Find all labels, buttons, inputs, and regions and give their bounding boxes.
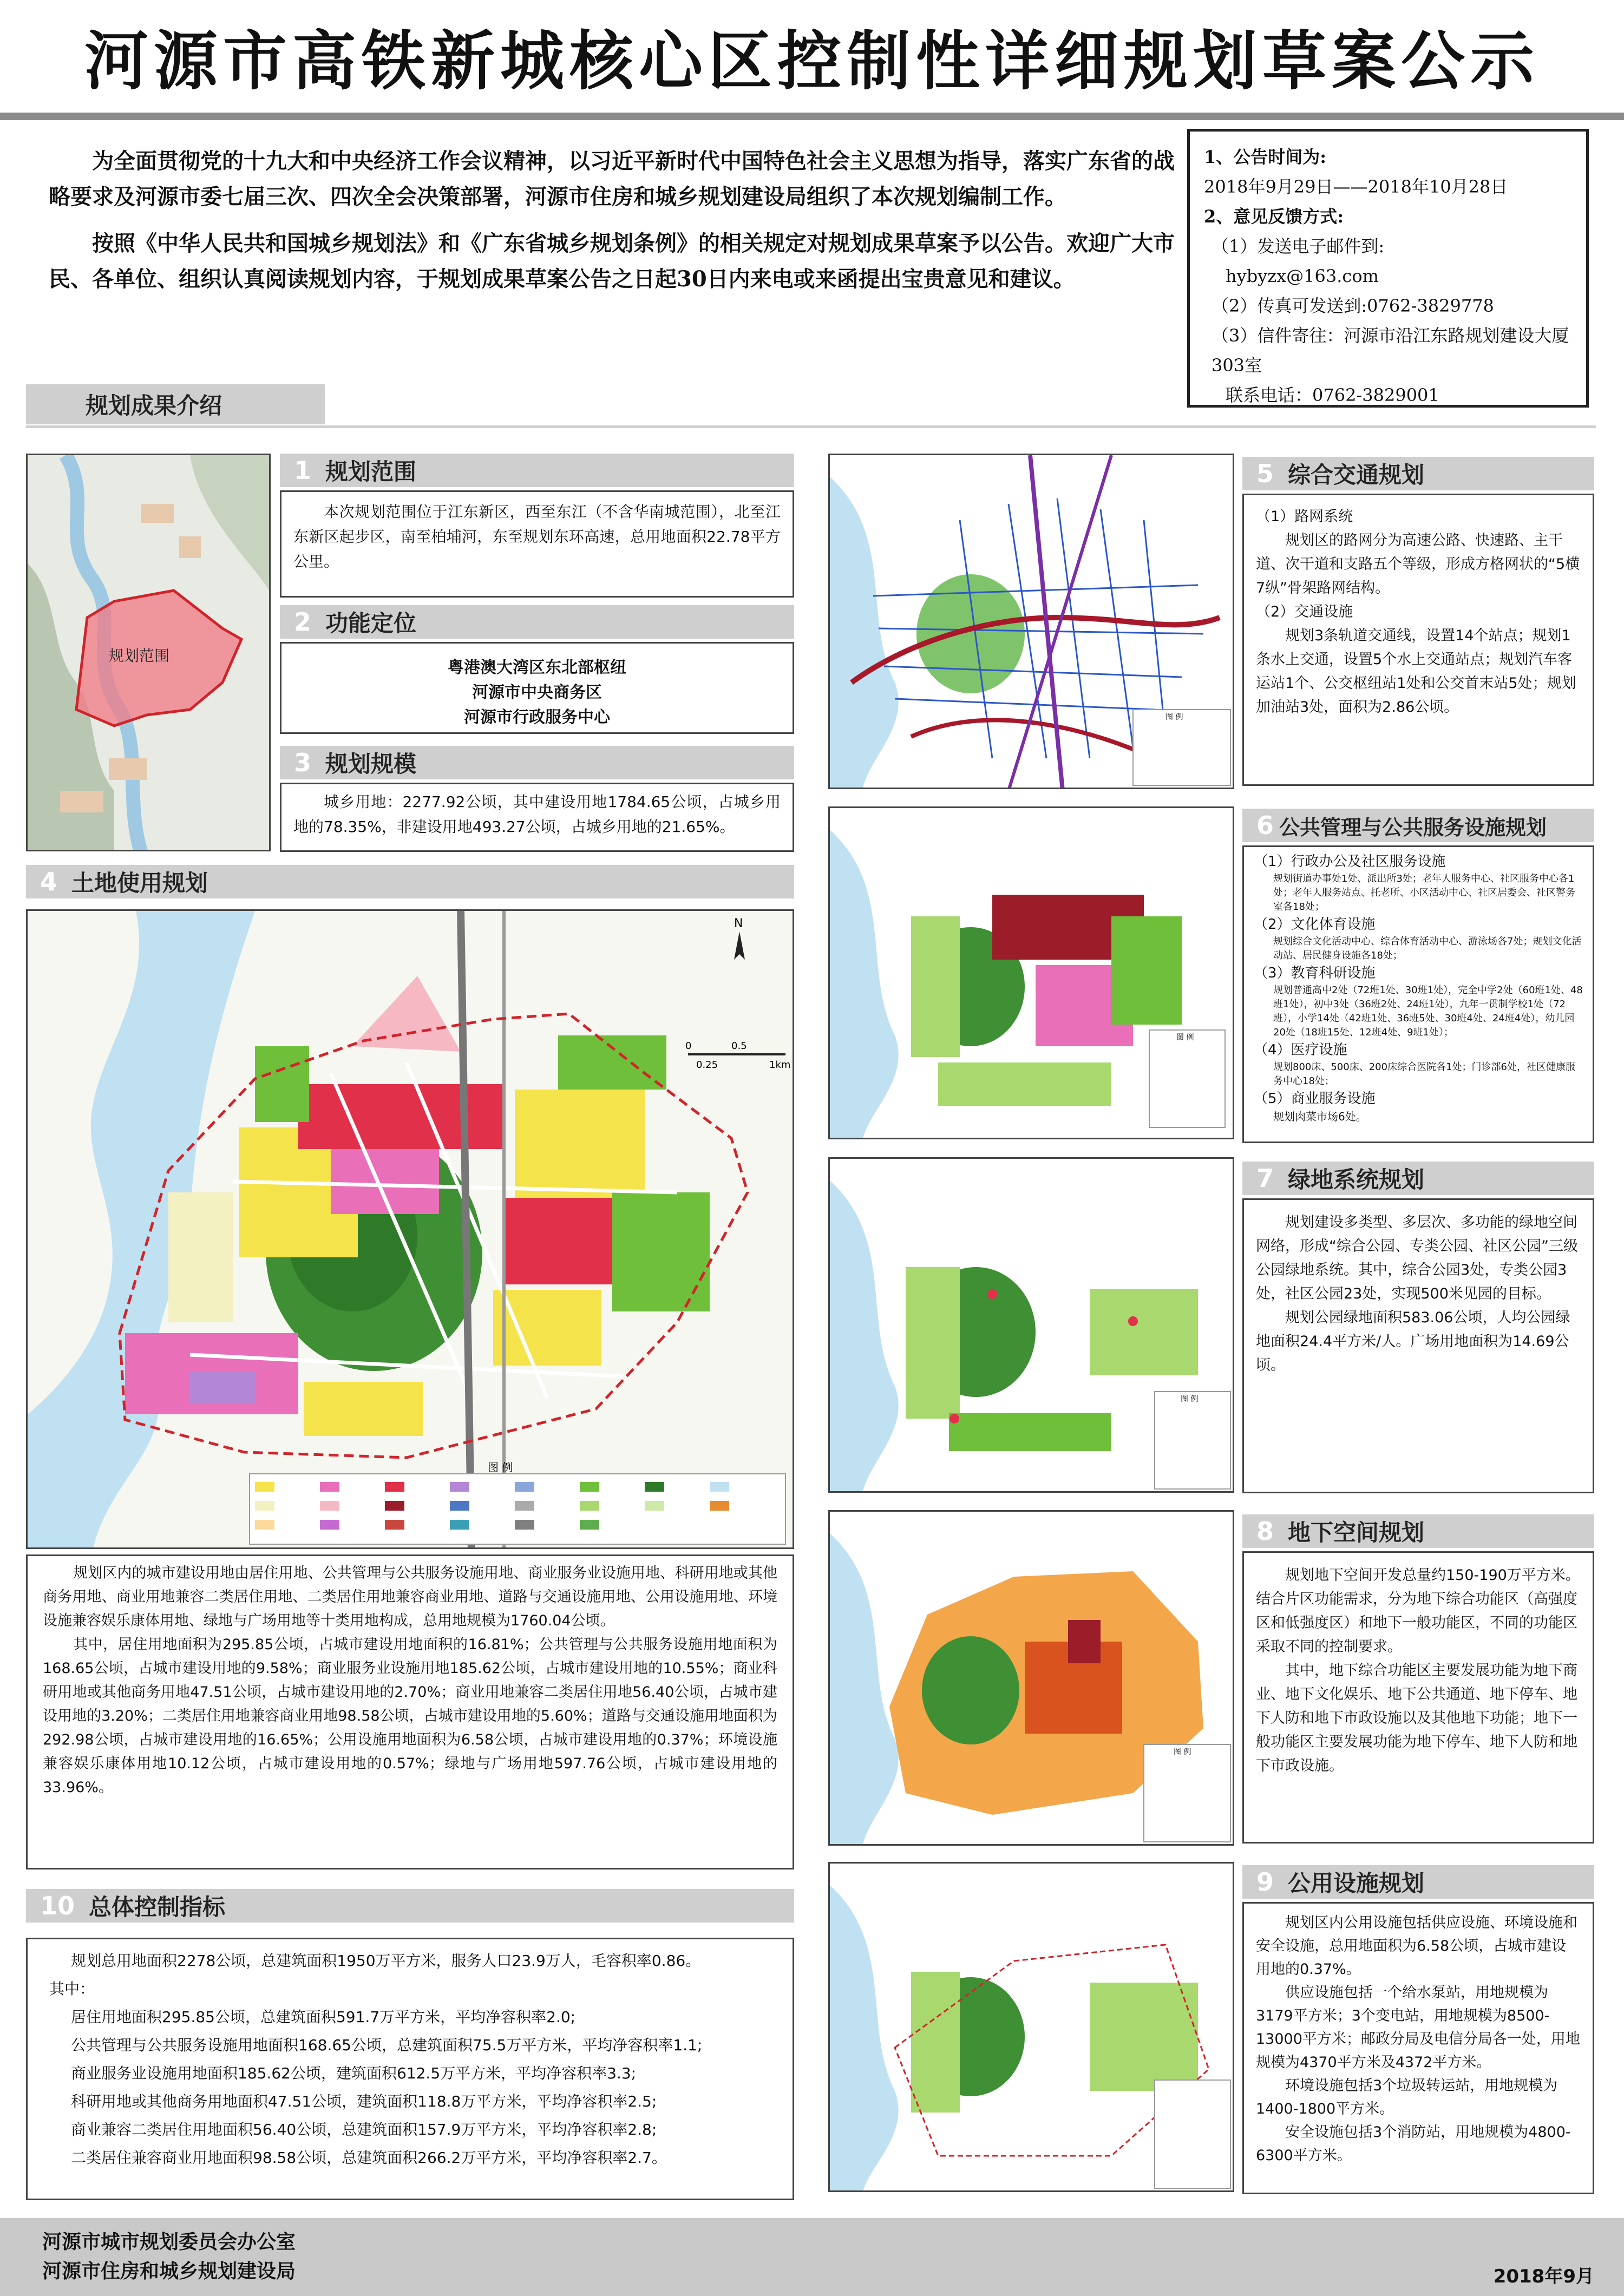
total-detail-heading: 其中：	[49, 1980, 95, 1998]
section-2-number: 2	[294, 607, 312, 637]
section-4-title: 土地使用规划	[71, 870, 208, 896]
total-residential: 居住用地面积295.85公顷，总建筑面积591.7万平方米，平均净容积率2.0;	[71, 2008, 576, 2026]
title-divider	[0, 113, 1624, 120]
section-7-panel	[1242, 1198, 1594, 1493]
section-3-title: 规划规模	[325, 751, 417, 777]
utilities-text-3: 环境设施包括3个垃圾转运站，用地规模为1400-1800平方米。	[1256, 2077, 1558, 2117]
transport-heading-2: （2）交通设施	[1256, 603, 1353, 620]
function-line-2: 河源市中央商务区	[472, 683, 602, 702]
scale-label-05: 0.5	[731, 1040, 747, 1052]
total-residential-commercial: 二类居住兼容商业用地面积98.58公顷，总建筑面积266.2万平方米，平均净容积率2.7。	[71, 2149, 667, 2167]
section-3-panel	[280, 783, 794, 852]
total-summary: 规划总用地面积2278公顷，总建筑面积1950万平方米，服务人口23.9万人，毛容积率0.86。	[71, 1952, 701, 1970]
section-10-panel	[26, 1938, 794, 2200]
section-1-header	[280, 454, 794, 487]
total-commercial-residential: 商业兼容二类居住用地面积56.40公顷，总建筑面积157.9万平方米，平均净容积率2.8;	[71, 2121, 657, 2138]
notice-box	[1187, 129, 1589, 408]
utilities-text-1: 规划区内公用设施包括供应设施、环境设施和安全设施，总用地面积为6.58公顷，占城市建设用地的0.37%。	[1256, 1914, 1577, 1978]
transport-text-1: 规划区的路网分为高速公路、快速路、主干道、次干道和支路五个等级，形成方格网状的“5横7纵”骨架路网结构。	[1256, 532, 1580, 596]
section-9-number: 9	[1256, 1867, 1274, 1897]
section-6-title: 公共管理与公共服务设施规划	[1279, 815, 1547, 839]
utilities-text-2: 供应设施包括一个给水泵站，用地规模为3179平方米；3个变电站，用地规模为8500-13000平方米；邮政分局及电信分局各一处，用地规模为4370平方米及4372平方米。	[1256, 1984, 1580, 2071]
section-5-panel	[1242, 494, 1594, 786]
section-5-title: 综合交通规划	[1288, 462, 1425, 488]
land-use-paragraph-2: 其中，居住用地面积为295.85公顷，占城市建设用地面积的16.81%；公共管理与公共服务设施用地面积为168.65公顷，占城市建设用地的9.58%；商业服务业设施用地185.62公顷，占城市建设用地的10.55%；商业科研用地或其他商务用地47.51公顷，占城市建设用地的2.70%；商业用地兼容二类居住用地56.40公顷，占城市建设用地的3.20%；二类居住用地兼容商业用地98.58公顷，占城市建设用地的5.60%；道路与交通设施用地面积为292.98公顷，占城市建设用地的16.65%；公用设施用地面积为6.58公顷，占城市建设用地的0.37%；环境设施兼容娱乐康体用地10.12公顷，占城市建设用地的0.57%；绿地与广场用地597.76公顷，占城市建设用地的33.96%。	[43, 1636, 777, 1796]
section-8-header	[1242, 1514, 1594, 1548]
transport-text-2: 规划3条轨道交通线，设置14个站点；规划1条水上交通，设置5个水上交通站点；规划汽车客运站1个、公交枢纽站1处和公交首末站5处；规划加油站3处，面积为2.86公顷。	[1256, 627, 1576, 716]
utilities-text-4: 安全设施包括3个消防站，用地规模为4800-6300平方米。	[1256, 2124, 1571, 2164]
land-use-paragraph-1: 规划区内的城市建设用地由居住用地、公共管理与公共服务设施用地、商业服务业设施用地、科研用地或其他商务用地、商业用地兼容二类居住用地、二类居住用地兼容商业用地、道路与交通设施用地、公用设施用地、环境设施兼容娱乐康体用地、绿地与广场用地等十类用地构成，总用地规模为1760.04公顷。	[43, 1565, 777, 1629]
underground-text-2: 其中，地下综合功能区主要发展功能为地下商业、地下文化娱乐、地下公共通道、地下停车、地下人防和地下市政设施以及其他地下功能；地下一般功能区主要发展功能为地下停车、地下人防和地下市政设施。	[1256, 1662, 1577, 1774]
facilities-text-4: 规划800床、500床、200床综合医院各1处；门诊部6处，社区健康服务中心18处；	[1273, 1061, 1575, 1087]
function-line-1: 粤港澳大湾区东北部枢纽	[448, 658, 626, 677]
footer-date: 2018年9月	[1493, 2266, 1594, 2287]
intro-text	[49, 143, 1175, 308]
section-2-header	[280, 605, 794, 639]
facilities-heading-3: （3）教育科研设施	[1254, 965, 1376, 981]
function-line-3: 河源市行政服务中心	[464, 708, 610, 727]
notice-time-heading: 1、公告时间为:	[1204, 147, 1327, 167]
section-9-header	[1242, 1865, 1594, 1899]
section-3-number: 3	[294, 748, 312, 777]
scale-label-025: 0.25	[696, 1059, 718, 1071]
land-use-map	[26, 909, 794, 1549]
transport-map	[828, 454, 1234, 789]
facilities-heading-1: （1）行政办公及社区服务设施	[1254, 854, 1446, 870]
section-9-panel	[1242, 1902, 1594, 2194]
facilities-heading-5: （5）商业服务设施	[1254, 1091, 1376, 1107]
intro-paragraph-1: 为全面贯彻党的十九大和中央经济工作会议精神，以习近平新时代中国特色社会主义思想为指导，落实广东省的战略要求及河源市委七届三次、四次全会决策部署，河源市住房和城乡规划建设局组织了本次规划编制工作。	[49, 148, 1175, 209]
notice-mail: （3）信件寄往：河源市沿江东路规划建设大厦 303室	[1212, 325, 1569, 376]
scale-label-1: 1km	[769, 1059, 791, 1071]
total-commercial: 商业服务业设施用地面积185.62公顷，建筑面积612.5万平方米，平均净容积率3.3;	[71, 2064, 637, 2082]
section-7-header	[1242, 1162, 1594, 1195]
section-10-title: 总体控制指标	[89, 1894, 226, 1920]
public-facilities-legend	[1149, 1030, 1225, 1127]
notice-dates: 2018年9月29日——2018年10月28日	[1204, 176, 1508, 197]
section-5-number: 5	[1256, 459, 1274, 488]
section-7-title: 绿地系统规划	[1288, 1166, 1425, 1193]
section-1-panel	[280, 490, 794, 598]
green-space-legend	[1155, 1392, 1230, 1489]
land-use-legend-title: 图 例	[488, 1461, 513, 1474]
section-6-panel	[1242, 845, 1594, 1143]
facilities-heading-2: （2）文化体育设施	[1254, 916, 1376, 933]
north-arrow-label: N	[734, 917, 743, 930]
facilities-text-2: 规划综合文化活动中心、综合体育活动中心、游泳场各7处；规划文化活动站、居民健身设施各18处；	[1273, 936, 1582, 961]
section-2-panel	[280, 642, 794, 734]
utilities-legend	[1155, 2080, 1230, 2188]
facilities-text-5: 规划肉菜市场6处。	[1273, 1110, 1367, 1123]
footer-org-1: 河源市城市规划委员会办公室	[42, 2231, 296, 2253]
intro-bar-rule	[26, 425, 1596, 428]
footer-org-2: 河源市住房和城乡规划建设局	[42, 2260, 296, 2282]
footer	[0, 2218, 1624, 2296]
section-1-text: 本次规划范围位于江东新区，西至东江（不含华南城范围），北至江东新区起步区，南至柏埔河，东至规划东环高速，总用地面积22.78平方公里。	[293, 503, 781, 570]
section-3-text: 城乡用地：2277.92公顷，其中建设用地1784.65公顷，占城乡用地的78.35%，非建设用地493.27公顷，占城乡用地的21.65%。	[293, 793, 781, 836]
scope-map-label: 规划范围	[109, 647, 170, 665]
underground-legend-title: 图 例	[1174, 1748, 1191, 1756]
section-1-number: 1	[294, 456, 312, 485]
section-7-number: 7	[1256, 1164, 1274, 1193]
section-8-title: 地下空间规划	[1288, 1519, 1425, 1546]
green-text-1: 规划建设多类型、多层次、多功能的绿地空间网络，形成“综合公园、专类公园、社区公园”三级公园绿地系统。其中，综合公园3处，专类公园3处，社区公园23处，实现500米见园的目标。	[1256, 1214, 1578, 1302]
section-2-title: 功能定位	[325, 610, 417, 637]
facilities-text-3: 规划普通高中2处（72班1处、30班1处），完全中学2处（60班1处、48班1处），初中3处（36班2处、24班1处），九年一贯制学校1处（72班），小学14处（42班1处、36班5处、30班4处、24班4处），幼儿园20处（18班15处、12班4处、9班1处）；	[1273, 985, 1583, 1038]
notice-phone: 联系电话：0762-3829001	[1226, 385, 1439, 405]
underground-text-1: 规划地下空间开发总量约150-190万平方米。结合片区功能需求，分为地下综合功能区（高强度区和低强度区）和地下一般功能区，不同的功能区采取不同的控制要求。	[1256, 1567, 1580, 1655]
transport-heading-1: （1）路网系统	[1256, 508, 1353, 525]
section-10-number: 10	[40, 1891, 75, 1920]
scope-locator-map	[26, 454, 271, 851]
notice-fax: （2）传真可发送到:0762-3829778	[1212, 296, 1494, 316]
section-8-panel	[1242, 1551, 1594, 1844]
total-public: 公共管理与公共服务设施用地面积168.65公顷，总建筑面积75.5万平方米，平均净容积率1.1;	[71, 2036, 703, 2054]
intro-bar: 规划成果介绍	[26, 384, 325, 424]
section-4-text-panel	[26, 1554, 794, 1869]
page-title: 河源市高铁新城核心区控制性详细规划草案公示	[84, 23, 1540, 99]
notice-email-label: （1）发送电子邮件到:	[1212, 236, 1385, 257]
section-6-number: 6	[1256, 811, 1274, 840]
section-4-header	[26, 865, 794, 898]
section-1-title: 规划范围	[325, 458, 417, 485]
utilities-map	[828, 1862, 1234, 2192]
section-9-title: 公用设施规划	[1288, 1870, 1425, 1897]
section-8-number: 8	[1256, 1517, 1274, 1546]
section-5-header	[1242, 457, 1594, 490]
section-4-number: 4	[40, 867, 58, 896]
public-facilities-legend-title: 图 例	[1176, 1033, 1194, 1042]
notice-email[interactable]: hybyzx@163.com	[1226, 266, 1379, 286]
green-text-2: 规划公园绿地面积583.06公顷，人均公园绿地面积24.4平方米/人。广场用地面积为14.69公顷。	[1256, 1309, 1570, 1374]
public-facilities-map	[828, 806, 1234, 1139]
facilities-heading-4: （4）医疗设施	[1254, 1042, 1347, 1058]
scale-label-0: 0	[685, 1040, 692, 1052]
transport-legend-title: 图 例	[1165, 713, 1183, 721]
green-space-map	[828, 1157, 1234, 1493]
intro-paragraph-2: 按照《中华人民共和国城乡规划法》和《广东省城乡规划条例》的相关规定对规划成果草案予以公告。欢迎广大市民、各单位、组织认真阅读规划内容，于规划成果草案公告之日起30日内来电或来函提出宝贵意见和建议。	[49, 231, 1175, 292]
underground-legend	[1144, 1744, 1230, 1842]
facilities-text-1: 规划街道办事处1处、派出所3处；老年人服务中心、社区服务中心各1处；老年人服务站点、托老所、小区活动中心、社区居委会、社区警务室各18处；	[1273, 873, 1575, 913]
section-3-header	[280, 746, 794, 779]
notice-feedback-heading: 2、意见反馈方式:	[1204, 206, 1344, 227]
section-10-header	[26, 1889, 794, 1923]
green-space-legend-title: 图 例	[1181, 1395, 1199, 1403]
total-research: 科研用地或其他商务用地面积47.51公顷，建筑面积118.8万平方米，平均净容积率2.5;	[71, 2092, 657, 2110]
underground-space-map	[828, 1510, 1234, 1846]
section-6-header	[1242, 809, 1594, 842]
